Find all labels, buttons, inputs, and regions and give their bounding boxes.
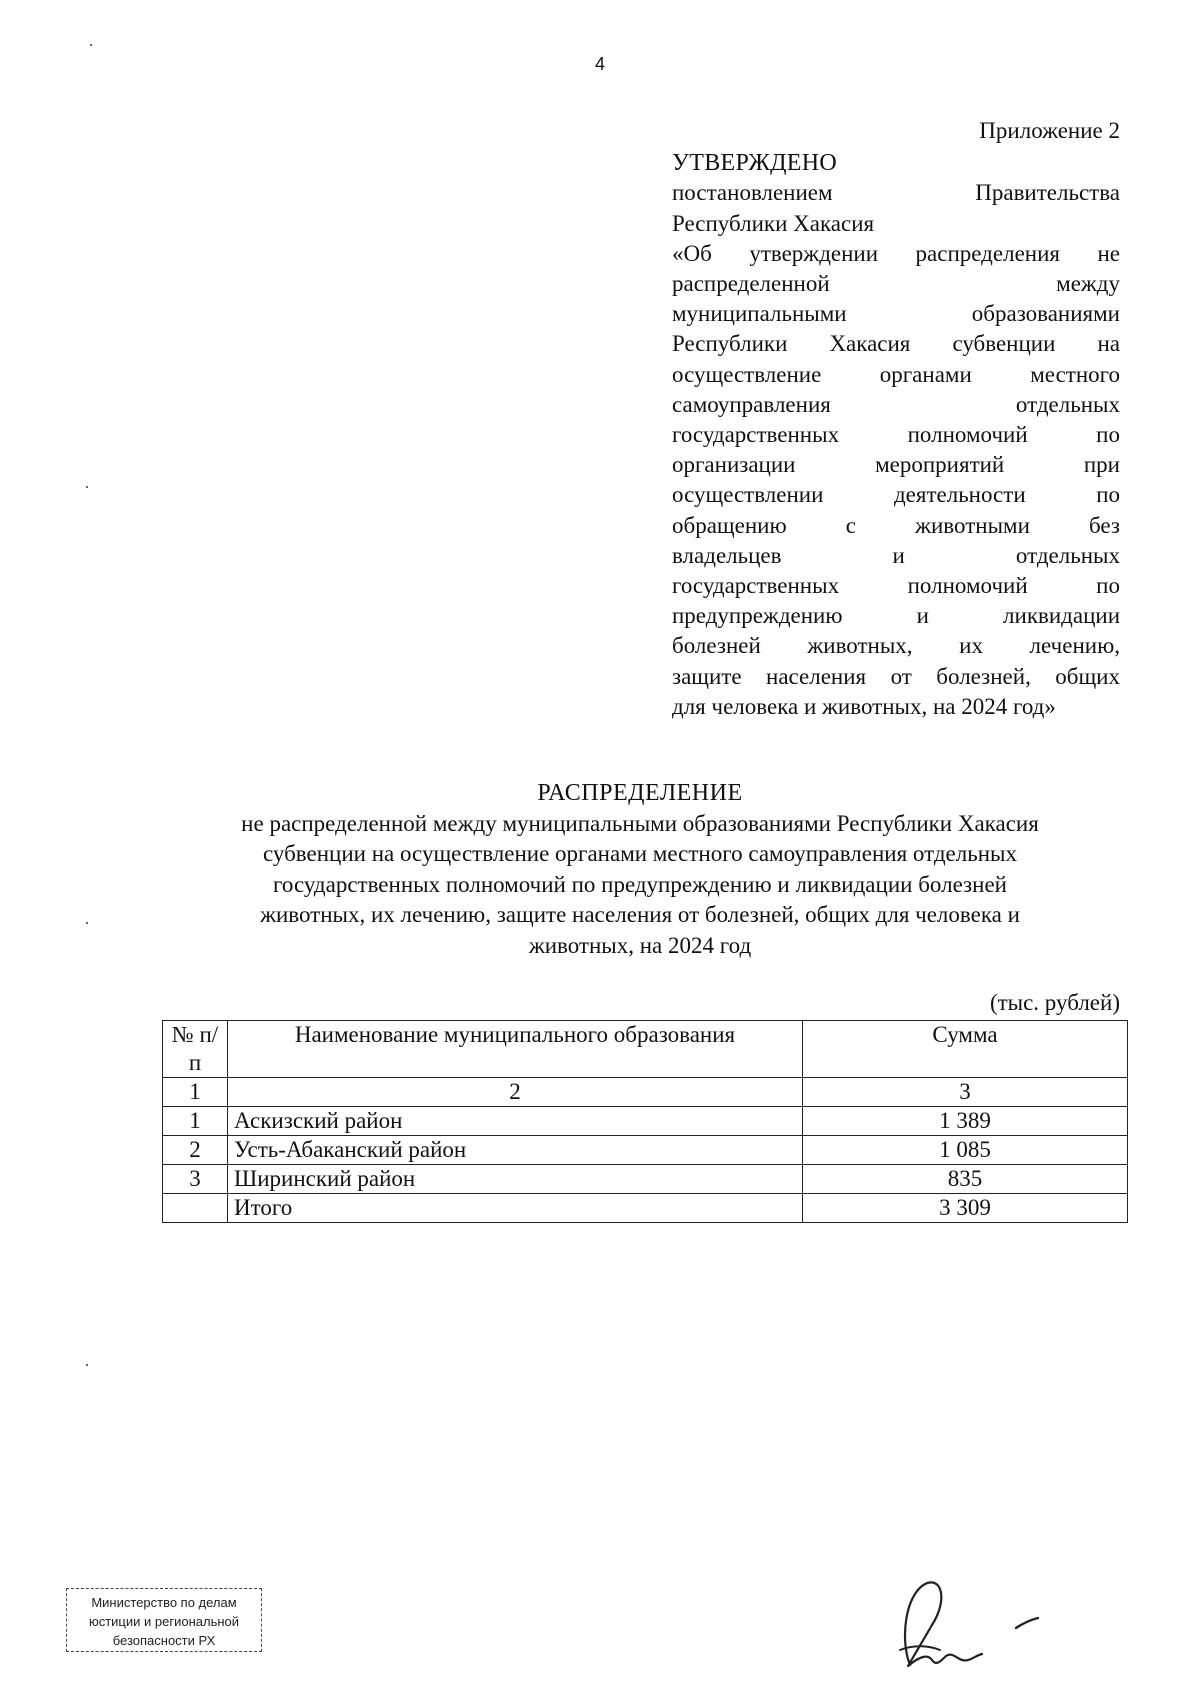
table-row	[163, 1165, 1128, 1194]
row-name: Ширинский район	[228, 1165, 803, 1194]
resolution-line: организации мероприятий при	[672, 452, 1120, 478]
heading-line: государственных полномочий по предупреждению и ликвидации болезней	[273, 871, 1007, 897]
row-num: 2	[163, 1136, 228, 1165]
row-sum: 1 085	[803, 1136, 1128, 1165]
heading-line: не распределенной между муниципальными образованиями Республики Хакасия	[241, 810, 1039, 836]
row-sum: 3 309	[803, 1194, 1128, 1223]
row-name: Аскизский район	[228, 1107, 803, 1136]
heading-line: животных, на 2024 год	[528, 932, 752, 958]
approved-label: УТВЕРЖДЕНО	[672, 150, 838, 177]
row-num: 1	[163, 1107, 228, 1136]
resolution-line: болезней животных, их лечению,	[672, 633, 1120, 659]
resolution-line: владельцев и отдельных	[672, 542, 1120, 568]
resolution-line: осуществлении деятельности по	[672, 482, 1120, 508]
row-sum: 835	[803, 1165, 1128, 1194]
table-header-row	[163, 1021, 1128, 1078]
distribution-table	[162, 1020, 1128, 1223]
row-name: Усть-Абаканский район	[228, 1136, 803, 1165]
resolution-line: обращению с животными без	[672, 512, 1120, 538]
row-sum: 1 389	[803, 1107, 1128, 1136]
resolution-line: Республики Хакасия	[672, 210, 875, 236]
resolution-line: предупреждению и ликвидации	[672, 603, 1120, 629]
approval-block	[672, 116, 1120, 722]
stamp-line: юстиции и региональной	[88, 1614, 240, 1629]
page-number: 4	[594, 54, 605, 74]
units-label: (тыс. рублей)	[989, 990, 1120, 1015]
document-heading	[150, 778, 1130, 961]
row-name: Итого	[228, 1194, 803, 1223]
resolution-line: защите населения от болезней, общих	[672, 663, 1120, 689]
signature	[870, 1570, 1040, 1680]
signature-dash	[1016, 1618, 1038, 1628]
scan-dot	[86, 1364, 88, 1366]
column-number: 2	[228, 1078, 803, 1107]
resolution-line: «Об утверждении распределения не	[672, 240, 1120, 266]
table-row	[163, 1136, 1128, 1165]
stamp-line: Министерство по делам	[91, 1595, 237, 1610]
header-num: № п/п	[163, 1021, 228, 1078]
column-number: 1	[163, 1078, 228, 1107]
column-number-row	[163, 1078, 1128, 1107]
scan-dot	[86, 486, 88, 488]
resolution-line: государственных полномочий по	[672, 422, 1120, 448]
resolution-text	[672, 178, 1120, 722]
signature-stroke	[905, 1582, 982, 1666]
resolution-line: муниципальными образованиями	[672, 301, 1120, 327]
appendix-label: Приложение 2	[979, 118, 1120, 143]
header-sum: Сумма	[803, 1021, 1128, 1078]
document-title: РАСПРЕДЕЛЕНИЕ	[537, 780, 743, 806]
row-num: 3	[163, 1165, 228, 1194]
scan-dot	[86, 922, 88, 924]
total-row	[163, 1194, 1128, 1223]
column-number: 3	[803, 1078, 1128, 1107]
stamp-line: безопасности РХ	[112, 1633, 216, 1648]
resolution-line: государственных полномочий по	[672, 573, 1120, 599]
heading-line: животных, их лечению, защите населения от болезней, общих для человека и	[260, 902, 1020, 927]
row-num	[163, 1194, 228, 1223]
resolution-line: распределенной между	[672, 271, 1120, 297]
ministry-stamp	[66, 1588, 262, 1652]
resolution-line: для человека и животных, на 2024 год»	[672, 693, 1056, 719]
resolution-line: постановлением Правительства	[672, 180, 1120, 206]
scan-dot	[90, 44, 92, 46]
resolution-line: осуществление органами местного	[672, 361, 1120, 387]
resolution-line: самоуправления отдельных	[672, 391, 1120, 417]
header-name: Наименование муниципального образования	[228, 1021, 803, 1078]
table-row	[163, 1107, 1128, 1136]
resolution-line: Республики Хакасия субвенции на	[672, 331, 1120, 357]
heading-line: субвенции на осуществление органами местного самоуправления отдельных	[263, 841, 1017, 866]
